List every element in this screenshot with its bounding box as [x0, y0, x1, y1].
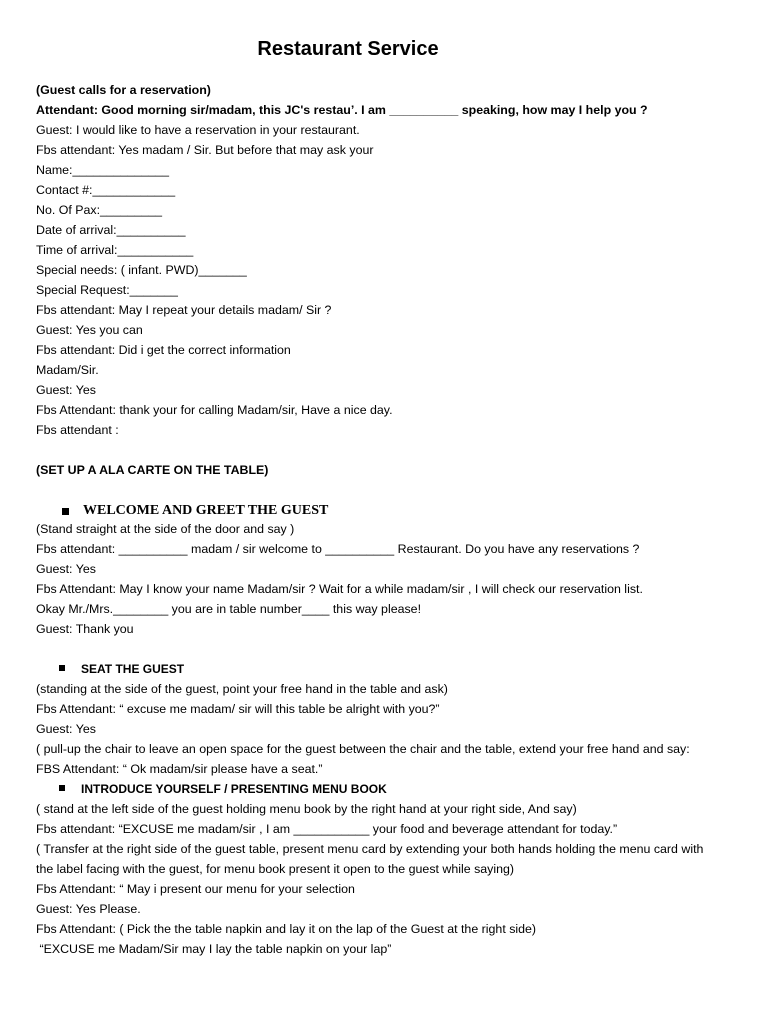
- dialogue-line: Guest: Yes: [36, 722, 96, 736]
- attendant-greeting: Attendant: Good morning sir/madam, this JC's restau’. I am __________ speaking, how may I help you ?: [36, 103, 648, 117]
- setup-note: (SET UP A ALA CARTE ON THE TABLE): [36, 463, 269, 477]
- dialogue-line: Fbs Attendant: “ May i present our menu for your selection: [36, 882, 355, 896]
- form-field-name: Name:______________: [36, 163, 169, 177]
- instruction-line: the label facing with the guest, for menu book present it open to the guest while saying): [36, 862, 515, 876]
- dialogue-line: Fbs attendant: Yes madam / Sir. But before that may ask your: [36, 143, 374, 157]
- dialogue-line: Madam/Sir.: [36, 363, 99, 377]
- dialogue-line: Guest: Thank you: [36, 622, 134, 636]
- dialogue-line: Fbs Attendant: thank your for calling Madam/sir, Have a nice day.: [36, 403, 393, 417]
- instruction-line: ( pull-up the chair to leave an open space for the guest between the chair and the table, extend your free hand and say:: [36, 742, 690, 756]
- form-field-contact: Contact #:____________: [36, 183, 176, 197]
- dialogue-line: Guest: Yes: [36, 383, 96, 397]
- dialogue-line: Fbs Attendant: May I know your name Madam/sir ? Wait for a while madam/sir , I will check our reservation list.: [36, 582, 643, 596]
- form-field-date: Date of arrival:__________: [36, 223, 186, 237]
- dialogue-line: “EXCUSE me Madam/Sir may I lay the table napkin on your lap”: [36, 942, 392, 956]
- instruction-line: ( stand at the left side of the guest holding menu book by the right hand at your right side, And say): [36, 802, 577, 816]
- bullet-icon: [62, 508, 69, 515]
- bullet-icon: [59, 665, 65, 671]
- instruction-line: (Stand straight at the side of the door and say ): [36, 522, 295, 536]
- dialogue-line: Okay Mr./Mrs.________ you are in table number____ this way please!: [36, 602, 422, 616]
- form-field-pax: No. Of Pax:_________: [36, 203, 163, 217]
- dialogue-line: Fbs attendant: May I repeat your details madam/ Sir ?: [36, 303, 332, 317]
- page-title: Restaurant Service: [257, 38, 439, 60]
- section-heading-seat: SEAT THE GUEST: [81, 662, 185, 676]
- dialogue-line: Fbs Attendant: ( Pick the the table napkin and lay it on the lap of the Guest at the right side): [36, 922, 537, 936]
- dialogue-line: Guest: I would like to have a reservation in your restaurant.: [36, 123, 360, 137]
- dialogue-line: Guest: Yes Please.: [36, 902, 141, 916]
- section-heading-welcome: WELCOME AND GREET THE GUEST: [83, 503, 329, 518]
- dialogue-line: Fbs attendant: “EXCUSE me madam/sir , I am ___________ your food and beverage attendant for today.”: [36, 822, 618, 836]
- dialogue-line: Fbs attendant :: [36, 423, 119, 437]
- dialogue-line: FBS Attendant: “ Ok madam/sir please have a seat.”: [36, 762, 323, 776]
- form-field-special-request: Special Request:_______: [36, 283, 178, 297]
- dialogue-line: Fbs Attendant: “ excuse me madam/ sir will this table be alright with you?”: [36, 702, 440, 716]
- dialogue-line: Guest: Yes: [36, 562, 96, 576]
- reservation-note: (Guest calls for a reservation): [36, 83, 211, 97]
- form-field-special-needs: Special needs: ( infant. PWD)_______: [36, 263, 247, 277]
- bullet-icon: [59, 785, 65, 791]
- dialogue-line: Fbs attendant: Did i get the correct information: [36, 343, 291, 357]
- section-heading-introduce: INTRODUCE YOURSELF / PRESENTING MENU BOOK: [81, 782, 387, 796]
- dialogue-line: Guest: Yes you can: [36, 323, 143, 337]
- instruction-line: (standing at the side of the guest, point your free hand in the table and ask): [36, 682, 448, 696]
- form-field-time: Time of arrival:___________: [36, 243, 194, 257]
- instruction-line: ( Transfer at the right side of the guest table, present menu card by extending your both hands holding the menu card with: [36, 842, 704, 856]
- dialogue-line: Fbs attendant: __________ madam / sir welcome to __________ Restaurant. Do you have any reservations ?: [36, 542, 640, 556]
